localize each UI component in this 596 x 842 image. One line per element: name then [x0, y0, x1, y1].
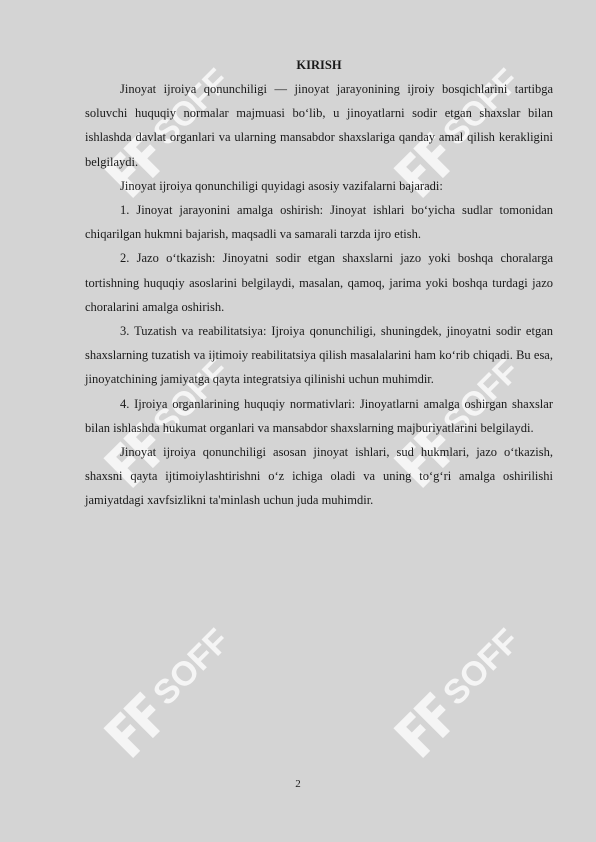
paragraph-conclusion: Jinoyat ijroiya qonunchiligi asosan jinoyat ishlari, sud hukmlari, jazo o‘tkazish, shaxsni qayta ijtimoiylashtirishni o‘z ichiga oladi va uning to‘g‘ri amalga oshirilishi jamiyatdagi xavfsizlikni ta'minlash uchun juda muhimdir.: [85, 445, 553, 508]
soff-watermark-logo: [360, 610, 540, 790]
svg-text:SOFF: SOFF: [435, 351, 527, 443]
svg-text:SOFF: SOFF: [435, 621, 527, 713]
soff-watermark-logo: [70, 610, 250, 790]
paragraph-task-4: 4. Ijroiya organlarining huquqiy normativlari: Jinoyatlarni amalga oshirgan shaxslar bilan ishlashda hukumat organlari va mansabdor shaxslarning majburiyatlarini belgilaydi.: [85, 396, 553, 435]
paragraph-task-2: 2. Jazo o‘tkazish: Jinoyatni sodir etgan shaxslarni jazo yoki boshqa choralarga tortishning huquqiy asoslarini belgilaydi, masalan, qamoq, jarima yoki boshqa turdagi jazo choralarini amalga oshirish.: [85, 251, 553, 314]
document-body: [85, 55, 553, 513]
paragraph-task-3: 3. Tuzatish va reabilitatsiya: Ijroiya qonunchiligi, shuningdek, jinoyatni sodir etgan shaxslarning tuzatish va ijtimoiy reabilitatsiya qilish masalalarini ham ko‘rib chiqadi. Bu esa, jinoyatchining jamiyatga qayta integratsiya qilinishi uchun muhimdir.: [85, 324, 553, 387]
svg-text:SOFF: SOFF: [145, 621, 237, 713]
svg-text:SOFF: SOFF: [435, 61, 527, 153]
svg-text:SOFF: SOFF: [145, 61, 237, 153]
page-number: 2: [295, 778, 301, 790]
document-title: KIRISH: [296, 58, 342, 72]
svg-text:SOFF: SOFF: [145, 351, 237, 443]
paragraph-tasks-heading: Jinoyat ijroiya qonunchiligi quyidagi asosiy vazifalarni bajaradi:: [120, 178, 443, 193]
paragraph-intro: Jinoyat ijroiya qonunchiligi — jinoyat jarayonining ijroiy bosqichlarini tartibga soluvchi huquqiy normalar majmuasi bo‘lib, u jinoyatlarni sodir etgan shaxslar bilan ishlashda davlat organlari va ularning mansabdor shaxslariga qanday amal qilish kerakligini belgilaydi.: [85, 82, 553, 169]
paragraph-task-1: 1. Jinoyat jarayonini amalga oshirish: Jinoyat ishlari bo‘yicha sudlar tomonidan chiqarilgan hukmni bajarish, maqsadli va samarali tarzda ijro etish.: [85, 203, 553, 242]
